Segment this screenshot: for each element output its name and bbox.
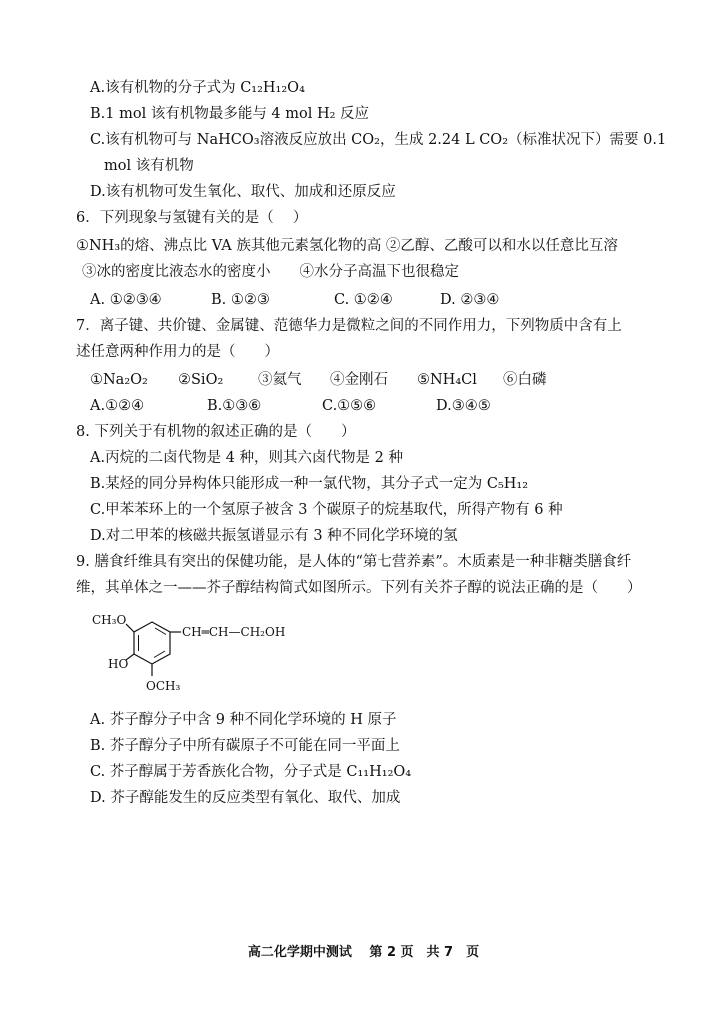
label-bottom-methoxy: OCH₃ [146, 679, 181, 693]
q7-substance-5: ⑤NH₄Cl [417, 372, 477, 388]
q7-option-c: C.①⑤⑥ [322, 398, 377, 414]
q9-stem-line1: 9. 膳食纤维具有突出的保健功能，是人体的“第七营养素”。木质素是一种非糖类膳食纤 [76, 554, 632, 570]
q8-stem: 8. 下列关于有机物的叙述正确的是（ ） [76, 424, 356, 440]
q7-stem-line1: 7．离子键、共价键、金属键、范德华力是微粒之间的不同作用力，下列物质中含有上 [76, 318, 622, 334]
q7-option-a: A.①②④ [90, 398, 145, 414]
q6-option-a: A. ①②③④ [90, 292, 162, 308]
q8-option-b: B.某烃的同分异构体只能形成一种一氯代物，其分子式一定为 C₅H₁₂ [90, 476, 529, 492]
q9-stem-line2: 维，其单体之一——芥子醇结构简式如图所示。下列有关芥子醇的说法正确的是（ ） [76, 580, 642, 596]
q6-statements-line1: ①NH₃的熔、沸点比 VA 族其他元素氢化物的高 ②乙醇、乙酸可以和水以任意比互溶 [76, 238, 618, 254]
q5-option-c-line1: C.该有机物可与 NaHCO₃溶液反应放出 CO₂，生成 2.24 L CO₂（标准状况下）需要 0.1 [90, 132, 667, 148]
label-hydroxyl: HO [108, 657, 129, 671]
label-top-methoxy: CH₃O [92, 613, 127, 627]
q7-substances [90, 370, 650, 390]
label-side-chain: CH═CH—CH₂OH [182, 625, 286, 639]
sinapyl-alcohol-structure [88, 612, 318, 698]
q5-option-b: B.1 mol 该有机物最多能与 4 mol H₂ 反应 [90, 106, 370, 122]
q8-option-c: C.甲苯苯环上的一个氢原子被含 3 个碳原子的烷基取代，所得产物有 6 种 [90, 502, 563, 518]
q8-option-d: D.对二甲苯的核磁共振氢谱显示有 3 种不同化学环境的氢 [90, 528, 458, 544]
q9-option-b: B. 芥子醇分子中所有碳原子不可能在同一平面上 [90, 738, 400, 754]
q7-substance-1: ①Na₂O₂ [90, 372, 148, 388]
q7-stem-line2: 述任意两种作用力的是（ ） [76, 344, 279, 360]
q5-option-a: A.该有机物的分子式为 C₁₂H₁₂O₄ [90, 80, 305, 96]
q9-option-c: C. 芥子醇属于芳香族化合物，分子式是 C₁₁H₁₂O₄ [90, 764, 412, 780]
q7-substance-6: ⑥白磷 [503, 372, 547, 388]
q6-stem: 6．下列现象与氢键有关的是（ ） [76, 210, 308, 226]
q5-option-c-line2: mol 该有机物 [104, 158, 194, 174]
bond-top-methoxy [126, 624, 134, 632]
q7-substance-3: ③氦气 [258, 372, 302, 388]
benzene-ring [134, 622, 170, 664]
q6-statements-line2: ③冰的密度比液态水的密度小 ④水分子高温下也很稳定 [82, 264, 459, 280]
q6-options [90, 290, 650, 310]
q7-substance-4: ④金刚石 [330, 372, 388, 388]
q6-option-b: B. ①②③ [211, 292, 270, 308]
q6-option-d: D. ②③④ [440, 292, 500, 308]
q7-options [90, 396, 650, 416]
q7-option-d: D.③④⑤ [436, 398, 491, 414]
q5-option-d: D.该有机物可发生氧化、取代、加成和还原反应 [90, 184, 396, 200]
q9-option-a: A. 芥子醇分子中含 9 种不同化学环境的 H 原子 [90, 712, 397, 728]
ring-double-bond-2 [154, 651, 165, 658]
q7-substance-2: ②SiO₂ [178, 372, 224, 388]
q8-option-a: A.丙烷的二卤代物是 4 种，则其六卤代物是 2 种 [90, 450, 403, 466]
q6-option-c: C. ①②④ [334, 292, 393, 308]
q9-option-d: D. 芥子醇能发生的反应类型有氧化、取代、加成 [90, 790, 401, 806]
page-footer: 高二化学期中测试 第 2 页 共 7 页 [247, 945, 480, 960]
q7-option-b: B.①③⑥ [207, 398, 262, 414]
